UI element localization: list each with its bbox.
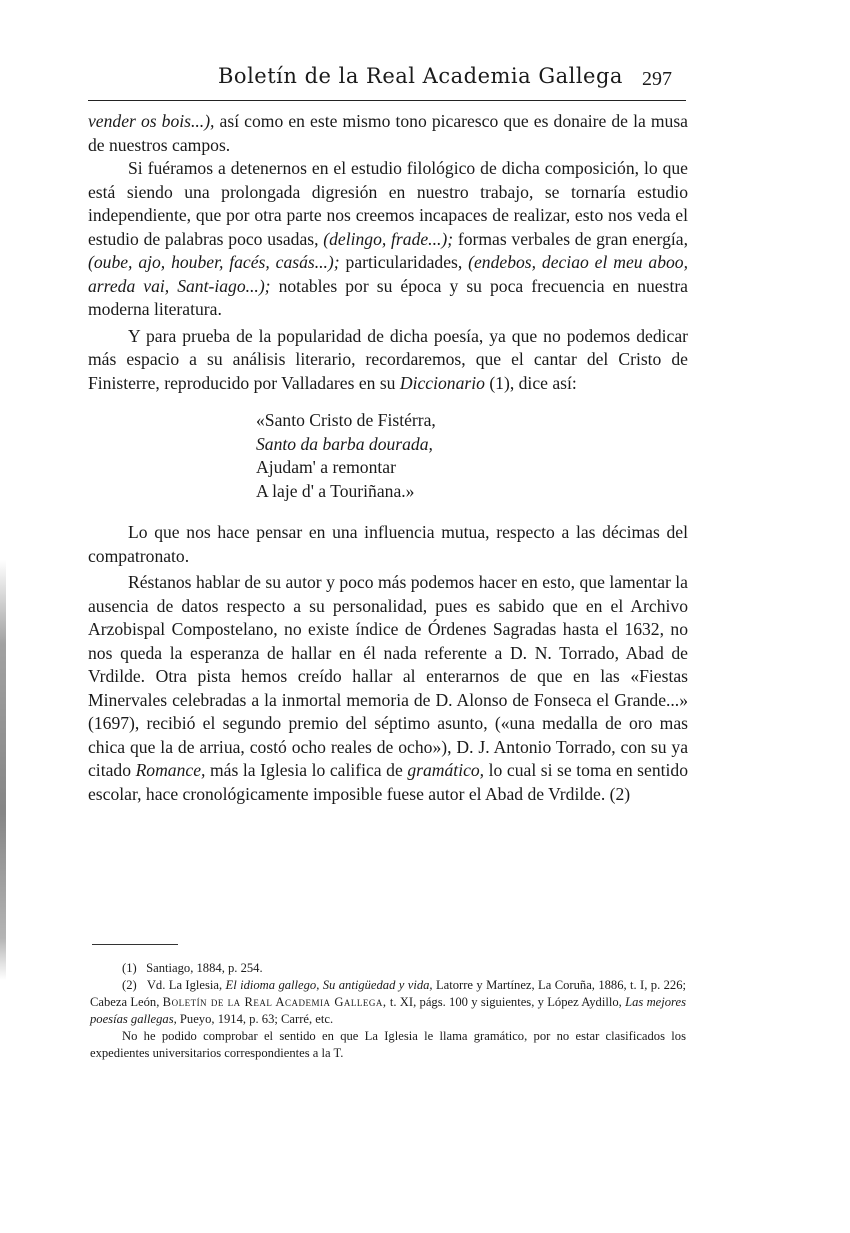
text-run: Y para prueba de la popularidad de dicha poesía, ya que no podemos dedicar más espacio a su análisis literario, recordaremos, que el cantar del Cristo de Finisterre, reproducido por Valladares en su [88, 325, 688, 393]
paragraph-2 [88, 157, 688, 322]
text-run: particularidades, [339, 252, 469, 272]
paragraph-3 [88, 325, 688, 396]
footnote-1 [90, 960, 686, 977]
text-run: Latorre y Martínez, La Coruña, 1886, t. I, p. 226; Cabeza León, [90, 978, 686, 1009]
footnote-3 [90, 1028, 686, 1062]
running-title: Boletín de la Real Academia Gallega [218, 64, 623, 88]
verse-line: «Santo Cristo de Fistérra, [256, 410, 436, 430]
text-run: Pueyo, 1914, p. 63; Carré, etc. [176, 1012, 334, 1026]
text-run: Santiago, 1884, p. 254. [146, 961, 263, 975]
verse-quote [256, 409, 688, 503]
text-run: notables por su época y su poca frecuencia en nuestra moderna literatura. [88, 275, 688, 319]
italic-phrase: (delingo, frade...); [323, 228, 454, 249]
text-run: (1), dice así: [484, 372, 577, 393]
paragraph-1 [88, 110, 688, 157]
italic-phrase: Santo da barba dourada, [256, 433, 433, 454]
scan-edge-shadow [0, 560, 6, 980]
italic-phrase: vender os bois...), [88, 111, 215, 131]
text-run: formas verbales de gran energía, [453, 228, 688, 249]
italic-phrase: gramático, [407, 760, 485, 780]
verse-line: A laje d' a Touriñana.» [256, 480, 415, 501]
text-run: Si fuéramos a detenernos en el estudio filológico de dicha composición, lo que está siendo una prolongada digresión en nuestro trabajo, se tornaría estudio independiente, que por otra parte nos creemos incapaces de realizar, esto nos veda el estudio de palabras poco usadas, [88, 158, 688, 249]
body-text [88, 110, 688, 806]
text-run: lo cual si se toma en sentido escolar, hace cronológicamente imposible fuese autor el Abad de Vrdilde. (2) [88, 760, 689, 804]
verse-line [256, 433, 688, 457]
paragraph-4 [88, 521, 688, 568]
running-header [88, 60, 686, 101]
verse-line: Ajudam' a remontar [256, 457, 396, 477]
italic-phrase: El idioma gallego, Su antigüedad y vida, [225, 978, 433, 992]
italic-phrase: (oube, ajo, houber, facés, casás...); [88, 252, 340, 272]
text-run: No he podido comprobar el sentido en que La Iglesia le llama gramático, por no estar clasificados los expedientes universitarios correspondientes a la T. [90, 1029, 686, 1060]
italic-phrase: Romance, [135, 760, 206, 780]
text-run: Vd. La Iglesia, [146, 978, 226, 992]
paragraph-5 [88, 571, 688, 806]
italic-phrase: (endebos, deciao el meu aboo, arreda vai, Sant-iago...); [88, 252, 689, 296]
text-run: así como en este mismo tono picaresco que es donaire de la musa de nuestros campos. [88, 111, 688, 155]
page-number: 297 [642, 68, 672, 90]
italic-phrase: Diccionario [399, 372, 485, 393]
text-run: t. XI, págs. 100 y siguientes, y López Aydillo, [386, 995, 626, 1009]
footnote-2 [90, 977, 686, 1028]
footnote-divider [92, 944, 178, 945]
small-caps-title: Boletín de la Real Academia Gallega, [162, 995, 387, 1009]
text-run: Lo que nos hace pensar en una influencia mutua, respecto a las décimas del compatronato. [88, 522, 688, 566]
footnote-number: (2) [122, 978, 137, 992]
text-run: Réstanos hablar de su autor y poco más podemos hacer en esto, que lamentar la ausencia de datos respecto a su personalidad, pues es sabido que en el Archivo Arzobispal Compostelano, no existe índice de Órdenes Sagradas hasta el 1632, no nos queda la esperanza de hallar en él nada referente a D. N. Torrado, Abad de Vrdilde. Otra pista hemos creído hallar al enterarnos de que en las «Fiestas Minervales celebradas a la inmortal memoria de D. Alonso de Fonseca el Grande...» (1697), recibió el segundo premio del séptimo asunto, («una medalla de oro mas chica que la de arriua, costó ocho reales de ocho»), D. J. Antonio Torrado, con su ya citado [88, 572, 688, 780]
footnotes [90, 960, 686, 1062]
footnote-number: (1) [122, 961, 137, 975]
text-run: más la Iglesia lo califica de [205, 760, 408, 780]
italic-phrase: Las mejores poesías gallegas, [90, 995, 686, 1026]
